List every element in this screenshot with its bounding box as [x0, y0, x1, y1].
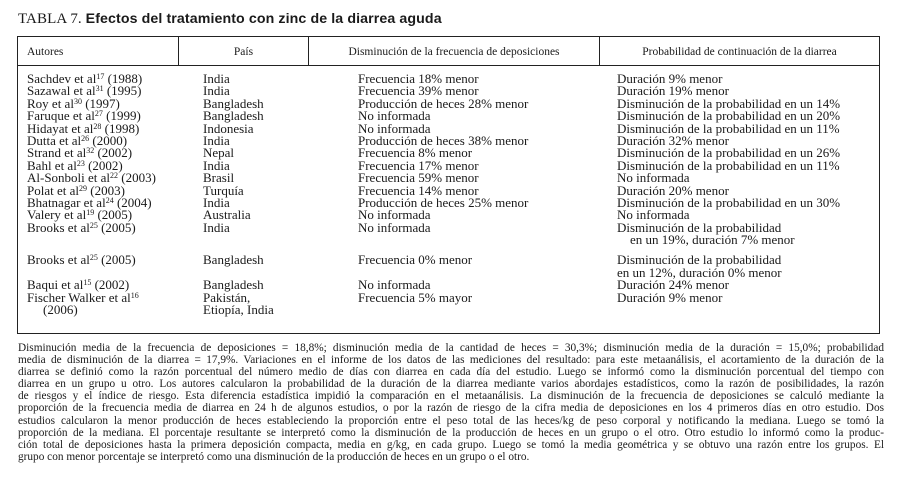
probability-line: Disminución de la probabilidad en un 14% [617, 95, 841, 111]
cell-frequency: Frecuencia 8% menor [358, 145, 473, 161]
cell-frequency: Frecuencia 14% menor [358, 182, 479, 198]
footnote-line: Disminución media de la frecuencia de deposiciones = 18,8%; disminución media de la cantidad de heces = 30,3%; disminución media de la duración = 15,0%; probabilidad [18, 342, 884, 354]
country-line: India [203, 83, 230, 99]
probability-line: Disminución de la probabilidad [617, 252, 782, 268]
reference-number: 29 [79, 183, 87, 193]
table-body [18, 73, 879, 316]
author-name: Brooks et al [27, 252, 90, 268]
reference-number: 32 [86, 146, 95, 156]
study-year: (2005) [101, 219, 136, 235]
country-line: Bangladesh [203, 252, 264, 268]
author-name: Roy et al [27, 95, 74, 111]
reference-number: 31 [95, 84, 104, 94]
table-row [18, 289, 879, 318]
study-year: (2003) [121, 170, 156, 186]
footnote-line: diarrea en un grupo u otro. Los autores calcularon la probabilidad de la duración de la diarrea mediante varios abordajes estadísticos, como la razón de posibilidades, la razón [18, 378, 884, 391]
country-line: India [203, 219, 230, 235]
author-name: Al-Sonboli et al [27, 170, 111, 186]
header-probabilidad: Probabilidad de continuación de la diarrea [642, 46, 837, 58]
probability-line: Duración 19% menor [617, 83, 729, 99]
study-year: (2005) [101, 252, 136, 268]
country-line: Turquía [203, 182, 244, 198]
study-year: (1988) [107, 71, 143, 86]
cell-frequency: Producción de heces 25% menor [358, 194, 529, 210]
reference-number: 23 [76, 158, 85, 168]
cell-country [203, 289, 274, 318]
country-line: Brasil [203, 170, 235, 186]
study-year: (1998) [104, 120, 140, 136]
author-name: Bahl et al [27, 157, 77, 173]
author-name: Polat et al [27, 182, 79, 198]
probability-line: No informada [617, 207, 690, 223]
study-year: (1999) [106, 108, 141, 124]
cell-frequency: Producción de heces 28% menor [358, 95, 529, 111]
probability-line: en un 19%, duración 7% menor [630, 232, 795, 248]
reference-number: 26 [81, 133, 90, 143]
footnote-line: ción total de deposiciones hasta la primera deposición compacta, media en g/kg, en cada grupo. Luego se tomó la media geométrica y se obtuvo una razón entre los grupos. El [18, 438, 884, 451]
cell-country [203, 254, 264, 266]
footnote-line: estudios calcularon la menor producción de heces estableciendo la proporción entre el peso total de las heces/kg de peso corporal y notificando la mediana. Luego se tomó la [18, 414, 884, 427]
results-table [17, 36, 880, 334]
cell-frequency: Frecuencia 5% mayor [358, 289, 473, 305]
cell-frequency: No informada [358, 219, 431, 235]
reference-number: 25 [89, 220, 98, 230]
study-year: (2006) [43, 302, 78, 318]
probability-line: Disminución de la probabilidad en un 20% [617, 108, 841, 124]
footnote-line: de riesgos y el índice de riesgo. Esta diferencia estadística impidió la comparación en el metaanálisis. La disminución de la frecuencia de deposiciones se calculó mediante la [18, 390, 884, 403]
probability-line: No informada [617, 170, 690, 186]
cell-frequency: Frecuencia 59% menor [358, 170, 479, 186]
country-line: Australia [203, 207, 251, 223]
reference-number: 25 [89, 253, 98, 263]
footnote-line: proporción de la mediana. El porcentaje resultante se interpretó como la disminución de la producción de heces en un grupo o el otro. Otro estudio lo informó como la produc- [18, 426, 884, 439]
country-line: Etiopía, India [203, 302, 274, 318]
probability-line: Disminución de la probabilidad en un 30% [617, 194, 841, 210]
study-year: (2002) [94, 277, 130, 293]
reference-number: 24 [105, 195, 114, 205]
cell-author [27, 219, 136, 235]
reference-number: 28 [93, 121, 102, 131]
cell-frequency: No informada [358, 108, 431, 124]
header-frecuencia: Disminución de la frecuencia de deposiciones [348, 46, 560, 58]
reference-number: 16 [130, 290, 139, 300]
cell-frequency: Frecuencia 39% menor [358, 83, 479, 99]
author-name: Sazawal et al [27, 83, 96, 99]
table-footnote [18, 342, 884, 463]
author-name: Brooks et al [27, 219, 90, 235]
study-year: (1995) [106, 83, 142, 99]
author-name: Fischer Walker et al [27, 289, 131, 305]
study-year: (2003) [90, 182, 125, 198]
cell-frequency: Frecuencia 17% menor [358, 157, 479, 173]
probability-line: Duración 20% menor [617, 182, 729, 198]
cell-author [27, 254, 136, 266]
country-line: Bangladesh [203, 277, 264, 293]
cell-frequency: Frecuencia 0% menor [358, 252, 473, 268]
header-pais: País [233, 46, 254, 58]
country-line: Bangladesh [203, 108, 264, 124]
probability-line: Duración 9% menor [617, 289, 723, 305]
country-line: Nepal [203, 145, 235, 161]
table-title [18, 11, 442, 28]
cell-frequency: No informada [358, 120, 431, 136]
study-year: (2005) [97, 207, 133, 223]
footnote-line: proporción de la frecuencia media de diarrea en 24 h de algunos estudios, o por la razón de riesgo de la cifra media de deposiciones en los 4 primeros días en otro estudio. Dos [18, 402, 884, 415]
country-line: Indonesia [203, 120, 254, 136]
cell-author [27, 289, 139, 318]
table-row [18, 194, 879, 210]
cell-frequency: No informada [358, 277, 431, 293]
study-year: (2004) [116, 194, 152, 210]
author-name: Bhatnagar et al [27, 194, 106, 210]
reference-number: 15 [83, 278, 92, 288]
probability-line: Disminución de la probabilidad en un 26% [617, 145, 841, 161]
cell-frequency: Producción de heces 38% menor [358, 132, 529, 148]
country-line: Pakistán, [203, 289, 251, 305]
table-number: TABLA 7. [18, 11, 82, 27]
footnote-line: media de disminución de la diarrea = 17,9%. Variaciones en el informe de los datos de las mediciones del resultado: para este metaanálisis, el acortamiento de la duración de la [18, 354, 884, 367]
country-line: Bangladesh [203, 95, 264, 111]
table-row [18, 219, 879, 248]
author-name: Baqui et al [27, 277, 84, 293]
author-name: Strand et al [27, 145, 87, 161]
table-header [18, 37, 879, 66]
header-autores: Autores [27, 46, 64, 58]
cell-probability [617, 219, 795, 248]
reference-number: 27 [94, 109, 103, 119]
probability-line: Disminución de la probabilidad [617, 219, 782, 235]
reference-number: 22 [110, 171, 119, 181]
study-year: (2002) [88, 157, 123, 173]
probability-line: Duración 24% menor [617, 277, 729, 293]
author-name: Dutta et al [27, 132, 82, 148]
cell-probability [617, 254, 782, 279]
cell-probability [617, 289, 723, 305]
table-row [18, 254, 879, 279]
reference-number: 17 [96, 72, 105, 81]
country-line: India [203, 157, 230, 173]
probability-line: Duración 32% menor [617, 132, 729, 148]
footnote-line: grupo con menor porcentaje se interpretó como una disminución de la producción de heces en un grupo o el otro. [18, 450, 530, 463]
author-name: Valery et al [27, 207, 87, 223]
probability-line: Disminución de la probabilidad en un 11% [617, 120, 840, 136]
probability-line: en un 12%, duración 0% menor [617, 264, 782, 280]
table-caption: Efectos del tratamiento con zinc de la diarrea aguda [85, 11, 442, 27]
cell-country [203, 219, 230, 235]
reference-number: 19 [86, 208, 95, 218]
study-year: (1997) [85, 95, 120, 111]
probability-line: Disminución de la probabilidad en un 11% [617, 157, 840, 173]
probability-line: Duración 9% menor [617, 71, 723, 86]
author-name: Hidayat et al [27, 120, 94, 136]
cell-frequency: Frecuencia 18% menor [358, 71, 479, 86]
country-line: India [203, 71, 230, 86]
author-name: Sachdev et al [27, 71, 97, 86]
study-year: (2000) [92, 132, 128, 148]
country-line: India [203, 132, 230, 148]
study-year: (2002) [97, 145, 133, 161]
footnote-line: diarrea se definió como la razón porcentual del número medio de días con diarrea en cada día del estudio. Luego se informó como la disminución porcentual del tiempo con [18, 366, 884, 379]
cell-frequency: No informada [358, 207, 431, 223]
reference-number: 30 [73, 96, 82, 106]
country-line: India [203, 194, 230, 210]
author-name: Faruque et al [27, 108, 95, 124]
